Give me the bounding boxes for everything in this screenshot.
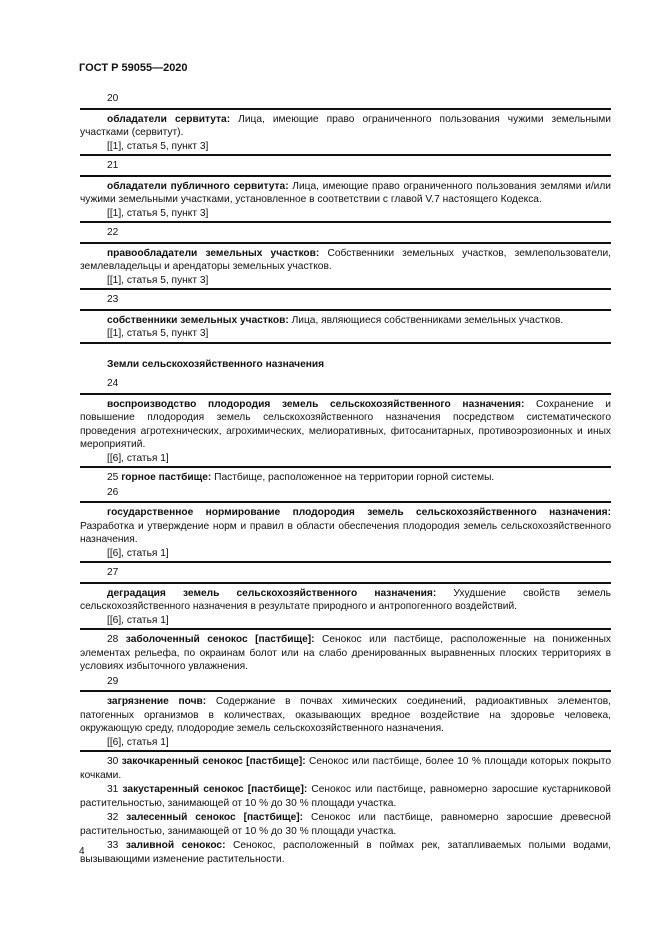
term-reference: [[1], статья 5, пункт 3] bbox=[107, 207, 209, 219]
term-entry bbox=[80, 501, 611, 563]
term-entry bbox=[80, 755, 611, 782]
term-entry bbox=[80, 175, 611, 224]
term-number: 27 bbox=[107, 567, 119, 578]
term-name: закустаренный сенокос [пастбище]: bbox=[122, 784, 308, 795]
term-definition bbox=[80, 247, 611, 274]
term-number: 23 bbox=[107, 294, 119, 305]
term-name: загрязнение почв: bbox=[107, 696, 207, 707]
term-number: 31 bbox=[107, 784, 119, 795]
term-number: 22 bbox=[107, 227, 119, 238]
term-name: заболоченный сенокос [пастбище]: bbox=[125, 634, 315, 645]
term-name: воспроизводство плодородия земель сельскохозяйственного назначения: bbox=[107, 398, 525, 410]
term-text: Собственники земельных участков, землепользователи, землевладельцы и арендаторы земельных участков. bbox=[80, 247, 611, 272]
term-text: Сенокос или пастбище, равномерно заросшие кустарниковой растительностью, занимающей от 10 % до 30 % площади участка. bbox=[80, 784, 611, 809]
term-text: Лица, имеющие право ограниченного пользования чужими земельными участками (сервитут). bbox=[80, 113, 611, 138]
term-name: залесенный сенокос [пастбище]: bbox=[126, 812, 304, 823]
term-number: 20 bbox=[107, 93, 119, 104]
term-entry bbox=[80, 309, 611, 344]
page-number: 4 bbox=[79, 846, 85, 857]
term-name: собственники земельных участков: bbox=[107, 314, 289, 326]
term-number: 29 bbox=[107, 675, 119, 687]
term-reference: [[1], статья 5, пункт 3] bbox=[107, 328, 209, 339]
document-body bbox=[80, 92, 611, 867]
term-definition bbox=[80, 695, 611, 736]
term-name: обладатели публичного сервитута: bbox=[107, 180, 289, 192]
term-name: деградация земель сельскохозяйственного назначения: bbox=[107, 587, 437, 599]
term-reference: [[1], статья 5, пункт 3] bbox=[107, 274, 209, 286]
term-text: Сенокос или пастбище, более 10 % площади которых покрыто кочками. bbox=[80, 756, 611, 781]
term-number: 28 bbox=[107, 634, 119, 645]
term-text: Сенокос, расположенный в поймах рек, затапливаемых полыми водами, вызывающими изменение растительности. bbox=[80, 840, 611, 865]
term-name: горное пастбище: bbox=[121, 472, 212, 483]
term-text: Сенокос или пастбище, расположенные на пониженных элементах рельефа, по окраинам болот или на слабо дренированных выравненных плоских территориях в условиях избыточного увлажнения. bbox=[80, 634, 611, 672]
term-name: государственное нормирование плодородия земель сельскохозяйственного назначения: bbox=[107, 507, 611, 518]
term-text: Лица, являющиеся собственниками земельных участков. bbox=[288, 314, 564, 326]
term-entry bbox=[80, 811, 611, 838]
term-definition bbox=[80, 113, 611, 140]
term-entry bbox=[80, 471, 611, 485]
term-number: 25 bbox=[107, 472, 119, 483]
term-number: 21 bbox=[107, 160, 119, 171]
term-number: 30 bbox=[107, 756, 119, 767]
term-entry bbox=[80, 582, 611, 631]
term-reference: [[6], статья 1] bbox=[107, 452, 169, 464]
document-header: ГОСТ Р 59055—2020 bbox=[79, 62, 188, 74]
term-text: Пастбище, расположенное на территории горной системы. bbox=[211, 472, 495, 483]
term-reference: [[6], статья 1] bbox=[107, 736, 169, 748]
term-text: Разработка и утверждение норм и правил в области обеспечения плодородия земель сельскохозяйственного назначения. bbox=[80, 520, 611, 545]
term-name: закочкаренный сенокос [пастбище]: bbox=[121, 756, 306, 767]
term-text: Сохранение и повышение плодородия земель сельскохозяйственного назначения посредством систематического проведения агротехнических, агрохимических, мелиоративных, фитосанитарных, противоэрозионных и иных мероприятий. bbox=[80, 398, 611, 450]
term-entry bbox=[80, 242, 611, 291]
term-text: Лица, имеющие право ограниченного пользования землями и/или чужими земельными участками, установленное в соответствии с главой V.7 настоящего Кодекса. bbox=[80, 180, 611, 205]
term-reference: [[6], статья 1] bbox=[107, 614, 169, 626]
term-reference: [[1], статья 5, пункт 3] bbox=[107, 140, 209, 152]
term-text: Содержание в почвах химических соединений, радиоактивных элементов, патогенных организмов в количествах, оказывающих вредное воздействие на здоровье человека, окружающую среду, плодородие земель сельскохозяйственного назначения. bbox=[80, 696, 612, 734]
term-number: 32 bbox=[107, 812, 119, 823]
term-number: 24 bbox=[107, 378, 119, 389]
term-entry bbox=[80, 839, 611, 866]
term-name: обладатели сервитута: bbox=[107, 113, 231, 125]
term-number: 33 bbox=[107, 840, 119, 851]
term-number: 26 bbox=[107, 486, 119, 498]
term-text: Сенокос или пастбище, равномерно заросшие древесной растительностью, занимающей от 10 % до 30 % площади участка. bbox=[80, 812, 611, 837]
term-entry bbox=[80, 633, 611, 674]
term-entry bbox=[80, 783, 611, 810]
term-entry bbox=[80, 393, 611, 469]
term-reference: [[6], статья 1] bbox=[107, 547, 169, 559]
term-definition bbox=[80, 506, 611, 547]
term-entry bbox=[80, 690, 611, 752]
term-name: правообладатели земельных участков: bbox=[107, 247, 320, 259]
term-entry bbox=[80, 108, 611, 157]
section-title: Земли сельскохозяйственного назначения bbox=[107, 358, 325, 370]
term-text: Ухудшение свойств земель сельскохозяйственного назначения в результате природного и антропогенного воздействий. bbox=[80, 587, 611, 612]
term-definition bbox=[80, 180, 611, 207]
term-definition bbox=[80, 398, 611, 452]
term-definition bbox=[80, 314, 611, 328]
term-definition bbox=[80, 587, 611, 614]
term-name: заливной сенокос: bbox=[125, 840, 226, 851]
